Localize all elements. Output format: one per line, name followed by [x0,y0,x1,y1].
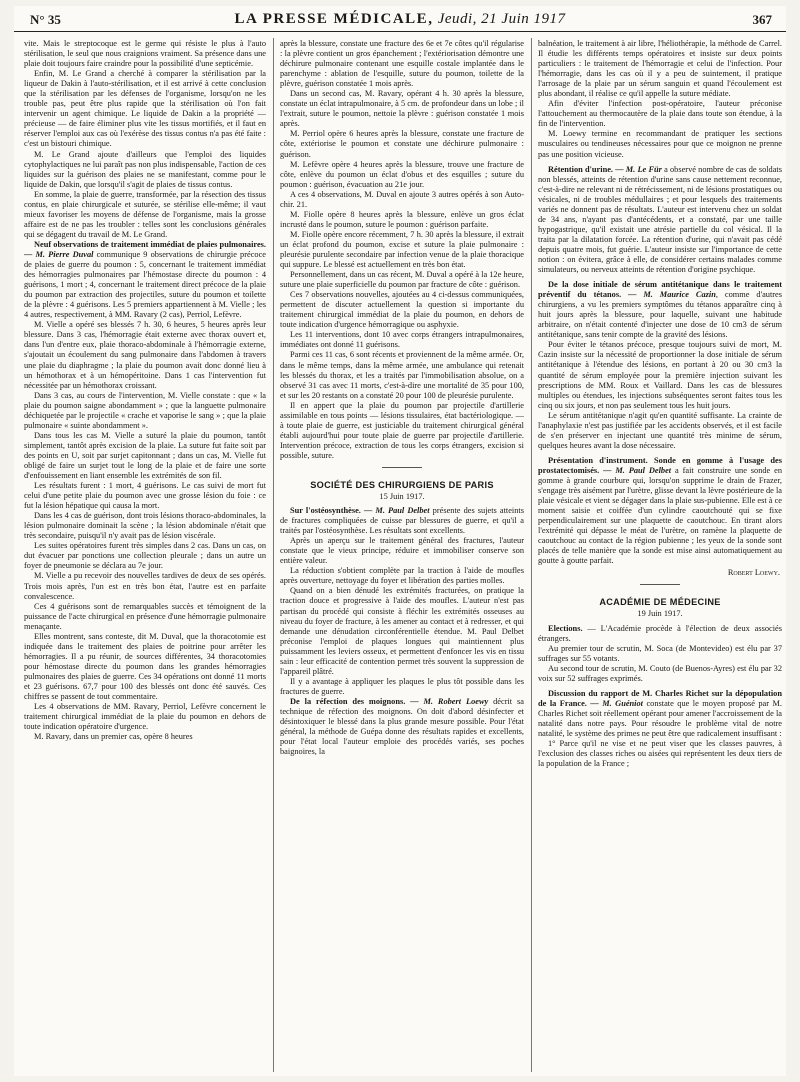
column-3 [538,39,782,1073]
article-body: a fait construire une sonde en gomme à grande courbure qui, lorsqu'on supprime le drain de Frazer, s'engage très aisément par l'urètre, glisse devant la lèvre postérieure de la plaie vésicale et vient se dégager dans la plaie sus-pubienne. Elle est à ce moment saisie et coiffée d'un cylindre caoutchouté qui se fixe perpendiculairement sur une plaquette de caoutchouc. En tirant alors l'extrémité qui dépasse le méat de l'urètre, on ramène la plaquette de caoutchouc au contact de la région pubienne ; les yeux de la sonde sont placés de telle manière que la sonde est mise ainsi automatiquement au goutte à goutte parfait. [538,465,782,566]
paragraph: vite. Mais le streptocoque est le germe qui résiste le plus à l'auto stérilisation, le seul que nous craignions vraiment. Sa présence dans une plaie doit toujours faire craindre pour la possibilité d'une septicémie. [24,39,266,69]
paragraph: M. Loewy termine en recommandant de pratiquer les sections musculaires ou tendineuses nécessaires pour que ce moignon ne prenne pas une position vicieuse. [538,129,782,159]
paragraph: balnéation, le traitement à air libre, l'héliothérapie, la méthode de Carrel. Il étudie les différents temps opératoires et insiste sur deux points particuliers : le traitement de l'hémorragie et celui de l'infection. Pour l'hémorragie, dans les cas où il y a peu de suintement, il pratique l'arrosage de la plaie par un sérum sanguin et quand l'écoulement est plus abondant, il réalise ce qu'il appelle la suture médiate. [538,39,782,99]
paragraph: Ces 4 guérisons sont de remarquables succès et témoignent de la puissance de l'acte chirurgical en présence d'une hémorragie pulmonaire menaçante. [24,601,266,631]
paragraph: M. Le Grand ajoute d'ailleurs que l'emploi des liquides cytophylactiques ne lui paraît pas non plus indispensable, l'action de ces liquides sur la guérison des plaies ne se manifestant, comme pour le liquide de Dakin, que lorsqu'il s'agit de plaies de tissus contus. [24,149,266,189]
issue-date: Jeudi, 21 Juin 1917 [437,11,566,27]
paragraph: Les 4 observations de MM. Ravary, Perriol, Lefèvre concernent le traitement chirurgical immédiat de la plaie du poumon en dehors de toute indication opératoire d'urgence. [24,702,266,732]
paragraph: Les suites opératoires furent très simples dans 2 cas. Dans un cas, on dut évacuer par ponctions une collection pleurale ; dans un autre un foyer de pneumonie se déclara au 7e jour. [24,541,266,571]
article-body: présente des sujets atteints de fractures compliquées de cuisse par blessures de guerre, et qu'il a traités par l'ostéosynthèse. Les résultats sont excellents. [280,506,524,536]
column-2 [280,39,524,1073]
column-divider [531,38,532,1072]
article-body: , comme d'autres chirurgiens, a vu les premiers symptômes du tétanos apparaître cinq à huit jours après la blessure, pour laquelle, suivant une habitude arbitraire, on n'était contenté d'injecter une dose de 10 cm3 de sérum antitétanique, sans tenir compte de la gravité des lésions. [538,290,782,340]
paragraph: Afin d'éviter l'infection post-opératoire, l'auteur préconise l'attouchement au thermocautère de la plaie dans toute son étendue, à la fin de l'intervention. [538,99,782,129]
article-heading: Sur l'ostéosynthèse. [290,506,361,516]
section-date: 15 Juin 1917. [379,492,425,502]
paragraph: Dans tous les cas M. Vielle a suturé la plaie du poumon, tantôt simplement, tantôt après excision de la plaie. La suture fut faite soit par des points en U, soit par surjet capitonnant ; dans un cas, M. Vielle fut obligé de faire un surjet tout le long de la plaie et de faire une sorte d'enfouissement en liant ensemble les extrémités de son fil. [24,430,266,481]
section-date: 19 Juin 1917. [637,609,683,619]
article-body: a observé nombre de cas de soldats non blessés, atteints de rétention d'urine sans cause nettement reconnue, c'est-à-dire ne relevant ni de rétrécissement, ni de lésions prostatiques ou vésicales, ni de troubles médullaires ; et pour lesquels des traitements variés ne donnent pas de résultats. L'auteur est intervenu chez un soldat de 34 ans, n'ayant pas d'antécédents, et a constaté, par une taille hypogastrique, qu'il existait une atrésie partielle du col vésical. Il la traita par la dilatation forcée. La rétention d'urine, qui n'avait pas cédé depuis quatre mois, fut guérie. L'auteur insiste sur l'importance de cette notion : on évitera, grâce à elle, de considérer certains malades comme simulateurs, ou nerveux atteints de rétention d'origine psychique. [538,164,782,275]
paragraph: M. Ravary, dans un premier cas, opère 8 heures [34,732,193,742]
paragraph: Ces 7 observations nouvelles, ajoutées au 4 ci-dessus communiquées, permettent de discuter actuellement la question si importante du traitement chirurgical immédiat de la plaie du poumon, en dehors de toute indication d'urgence hémorragique ou asphyxie. [280,290,524,330]
paragraph: Dans 3 cas, au cours de l'intervention, M. Vielle constate : que « la plaie du poumon saigne abondamment » ; que la languette pulmonaire déchiquetée par le projectile « crache et vaporise le sang » ; que la plaie pulmonaire « suinte abondamment ». [24,390,266,430]
paragraph: 1° Parce qu'il ne vise et ne peut viser que les classes pauvres, à l'exclusion des classes riches ou aisées qui représentent les deux tiers de la population de la France ; [538,739,782,769]
article-heading: Elections. [548,623,583,633]
article-heading: Discussion du rapport de M. Charles Richet sur la dépopulation de la France. [538,688,782,708]
paragraph: La réduction s'obtient complète par la traction à l'aide de moufles après ouverture, nettoyage du foyer et libération des parties molles. [280,566,524,586]
column-divider [273,38,274,1072]
article-author: — M. Maurice Cazin [628,290,716,300]
issue-number: N° 35 [30,12,61,27]
article-author: — M. Paul Delbet [363,506,430,516]
article-author: — M. Paul Delbet [603,465,672,475]
journal-title-line [14,11,786,28]
article-heading: De la dose initiale de sérum antitétanique dans le traitement préventif du tétanos. [538,280,782,300]
paragraph: Il y a avantage à appliquer les plaques le plus tôt possible dans les fractures de guerre. [280,676,524,696]
paragraph: M. Lefèvre opère 4 heures après la blessure, trouve une fracture de côte, enlève du poumon un éclat d'obus et des esquilles ; suture du poumon : guérison, évacuation au 21e jour. [280,159,524,189]
paragraph: M. Fiolle opère encore récemment, 7 h. 30 après la blessure, il extrait un éclat profond du poumon, excise et suture la plaie pulmonaire : pleurésie purulente secondaire par infection venue de la plaie thoracique qui suppure. Le blessé est actuellement en très bon état. [280,229,524,270]
paragraph: M. Vielle a pu recevoir des nouvelles tardives de deux de ses opérés. Trois mois après, l'un est en très bon état, l'autre est en parfaite convalescence. [24,571,266,601]
page-number: 367 [752,12,772,27]
paragraph: M. Fiolle opère 8 heures après la blessure, enlève un gros éclat incrusté dans le poumon, suture le poumon : guérison parfaite. [280,209,524,229]
section-rule [640,584,680,585]
article-paragraph [280,697,524,757]
paragraph: A ces 4 observations, M. Duval en ajoute 3 autres opérés à son Auto-chir. 21. [280,189,524,209]
article-author: — M. Robert Loewy [410,696,489,706]
article-heading: Présentation d'instrument. Sonde en gomme à l'usage des prostatectomisés. [538,455,782,475]
paragraph: M. Perriol opère 6 heures après la blessure, constate une fracture de côte, extériorise le poumon et constate une déchirure pulmonaire : guérison. [280,129,524,159]
paragraph: Dans les 4 cas de guérison, dont trois lésions thoraco-abdominales, la lésion pulmonaire dominait la scène ; la lésion abdominale n'était que très secondaire, puisqu'il n'y avait pas de lésion viscérale. [24,511,266,541]
article-author: — M. Le Für [615,164,662,174]
journal-title: LA PRESSE MÉDICALE, [234,11,434,27]
article-paragraph [280,506,524,536]
paragraph: Enfin, M. Le Grand a cherché à comparer la stérilisation par la liqueur de Dakin à l'auto-stérilisation, et il est arrivé à cette conclusion que la stérilisation par les défenses de l'organisme, lorsqu'on ne les trouble pas, peut être plus rapide que la stérilisation où l'on fait intervenir un agent chimique. Le liquide de Dakin a la propriété — précieuse — de faire éliminer plus vite les tissus mortifiés, et il faut en réserver l'emploi aux cas où l'exérèse des tissus contus n'a pas été faite : c'est un bistouri chimique. [24,69,266,149]
article-body: communique 9 observations de chirurgie précoce de plaies de guerre du poumon : 5, concernant le traitement immédiat des hémorragies pulmonaires par l'hémostase directe du poumon : 4 guérisons, 1 mort ; 4, concernant le traitement direct précoce de la plaie du poumon par extraction des projectiles, suture du poumon et toilette de la plèvre : 4 guérisons. Les 5 premiers appartiennent à M. Vielle ; les 4 autres, respectivement, à MM. Ravary (2 cas), Perriol, Lefèvre. [24,249,266,320]
section-rule [382,467,422,468]
paragraph: En somme, la plaie de guerre, transformée, par la résection des tissus contus, en plaie chirurgicale et suturée, se stérilise elle-même; il vaut mieux favoriser les moyens de défense de l'organisme, mais la grosse affaire est de ne pas les troubler : telles sont les conclusions générales qui se dégagent du travail de M. Le Grand. [24,189,266,239]
paragraph: Après un aperçu sur le traitement général des fractures, l'auteur constate que le vieux principe, réduire et immobiliser conserve son entière valeur. [280,536,524,566]
paragraph: Au second tour de scrutin, M. Couto (de Buenos-Ayres) est élu par 32 voix sur 52 suffrages exprimés. [538,663,782,683]
paragraph: après la blessure, constate une fracture des 6e et 7e côtes qu'il régularise : la plèvre contient un gros épanchement ; l'extériorisation démontre une déchirure pulmonaire contenant une esquille costale implantée dans le parenchyme : ablation de l'esquille, suture du poumon, toilette de la plèvre, guérison constatée 1 mois après. [280,39,524,89]
section-title: SOCIÉTÉ DES CHIRURGIENS DE PARIS [310,479,494,490]
article-heading: Neuf observations de traitement immédiat de plaies pulmonaires. [34,239,266,249]
paragraph: Elles montrent, sans conteste, dit M. Duval, que la thoracotomie est indiquée dans le traitement des plaies de poitrine pour arrêter les hémorragies. Il a pu réunir, de sources différentes, 34 thoracotomies pour hémostase directe du poumon dans les grandes hémorragies pulmonaires des plaies de guerre. Ces 34 opérations ont donné 11 morts et 23 guérisons. 67,7 pour 100 des blessés ont donc été sauvés. Ces chiffres se passent de tout commentaire. [24,631,266,702]
paragraph: Les résultats furent : 1 mort, 4 guérisons. Le cas suivi de mort fut celui d'une petite plaie du poumon avec une grosse lésion du foie : ce fut la lésion hépatique qui causa la mort. [24,481,266,511]
newspaper-page [14,6,786,1076]
column-1 [24,39,266,1073]
paragraph: Parmi ces 11 cas, 6 sont récents et proviennent de la même armée. Or, dans le même temps, dans la même armée, une ambulance qui retenait les blessés du thorax, et les a traités par l'immobilisation absolue, on a observé 31 cas avec 11 morts, c'est-à-dire une mortalité de 35 pour 100, et sur les 20 restants on a constaté 20 pour 100 de pleurésie purulente. [280,350,524,400]
paragraph: Il en appert que la plaie du poumon par projectile d'artillerie assimilable en tous points — lésions tissulaires, état bactériologique. — à toute plaie de guerre, est justiciable du traitement chirurgical général établi aujourd'hui pour toute plaie de guerre par projectile d'artillerie. Intervention précoce, extraction de tous les corps étrangers, excision si possible, suture. [280,400,524,460]
article-paragraph [538,624,782,644]
paragraph: Les 11 interventions, dont 10 avec corps étrangers intrapulmonaires, immédiates ont donné 11 guérisons. [280,330,524,350]
article-body: constate que le moyen proposé par M. Charles Richet soit réellement opérant pour amener l'accroissement de la natalité dans notre pays. Pour résoudre le problème vital de notre natalité, le système des primes ne peut être que radicalement insuffisant : [538,698,782,738]
paragraph: Dans un second cas, M. Ravary, opérant 4 h. 30 après la blessure, constate un éclat intrapulmonaire, à 5 cm. de profondeur dans un lobe ; il l'extrait, suture le poumon, nettoie la plèvre : guérison constatée 1 mois après. [280,89,524,129]
masthead [14,6,786,32]
paragraph: Quand on a bien dénudé les extrémités fracturées, on pratique la traction douce et progressive à l'aide des moufles. L'auteur n'est pas partisan du procédé qui consiste à fléchir les extrémités osseuses au niveau du foyer de fracture, à les amener au contact et à redresser, et qui demande une dénudation circonférentielle étendue. M. Paul Delbet préconise l'emploi de plaques longues qui maintiennent plus puissamment les leviers osseux, et permettent d'enfoncer les vis en tissu sain : leur efficacité de contention permet très souvent la suppression de l'appareil plâtré. [280,586,524,676]
article-paragraph [538,689,782,739]
article-paragraph [538,165,782,276]
article-paragraph [538,280,782,340]
article-paragraph [24,240,266,320]
article-heading: De la réfection des moignons. [290,696,406,706]
article-author: — M. Pierre Duval [24,249,94,259]
paragraph: Pour éviter le tétanos précoce, presque toujours suivi de mort, M. Cazin insiste sur la nécessité de proportionner la dose initiale de sérum antitétanique à l'étendue des lésions, en portant à 20 ou 30 cm3 la quantité de sérum employée pour la première injection suivant les prescriptions de MM. Roux et Vaillard. Dans les cas de blessures multiples ou étendues, les injections subséquentes seront faites tous les cinq ou six jours, et non pas seulement tous les huit jours. [538,340,782,410]
paragraph: Personnellement, dans un cas récent, M. Duval a opéré à la 12e heure, suture une plaie superficielle du poumon par fracture de côte : guérison. [280,270,524,290]
article-body: — L'Académie procède à l'élection de deux associés étrangers. [538,623,782,643]
paragraph: Le sérum antitétanique n'agit qu'en quantité suffisante. La crainte de l'anaphylaxie n'est pas justifiée par les accidents observés, et il est facile de s'en préserver en injectant une quantité très minime de sérum, quelques heures avant la dose nécessaire. [538,410,782,450]
article-paragraph [538,456,782,567]
article-heading: Rétention d'urine. [548,164,614,174]
author-signature: Robert Loewy. [727,568,780,578]
article-author: — M. Guéniot [590,698,643,708]
paragraph: M. Vielle a opéré ses blessés 7 h. 30, 6 heures, 5 heures après leur blessure. Dans 3 cas, l'hémorragie était externe avec thorax ouvert et, dans l'un d'entre eux, plaie thoraco-abdominale à l'hémorragie externe, s'ajoutait un écoulement du sang pulmonaire dans l'abdomen à travers une plaie du diaphragme ; la plaie du poumon avait donc donné lieu à un hémothorax et à un hémopéritoine. Dans 1 cas l'intervention fut nécessitée par un hémothorax croissant. [24,320,266,390]
section-title: ACADÉMIE DE MÉDECINE [599,597,721,608]
article-body: décrit sa technique de réfection des moignons. On doit d'abord désinfecter et désintoxiquer le blessé dans la plus grande mesure possible. Pour l'état général, la méthode de Guépa donne des résultats rapides et excellents, pour l'état local l'auteur emploie des procédés variés, ses poches baignoires, la [280,696,524,757]
paragraph: Au premier tour de scrutin, M. Soca (de Montevideo) est élu par 37 suffrages sur 55 votants. [538,643,782,663]
